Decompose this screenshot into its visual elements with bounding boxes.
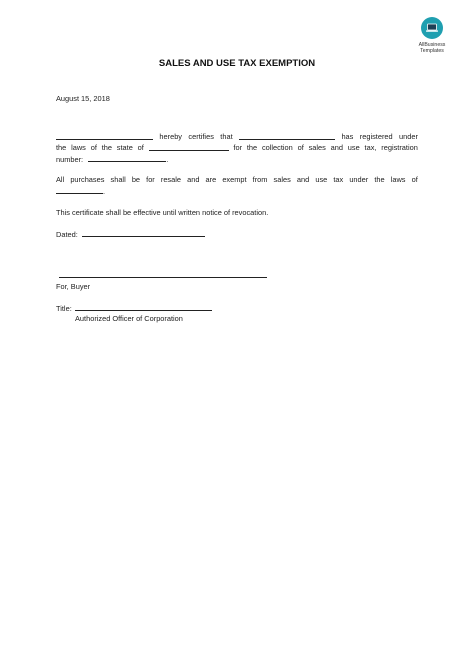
logo bbox=[412, 17, 452, 54]
para2-word: shall bbox=[110, 175, 126, 184]
para2-word: be bbox=[131, 175, 141, 184]
for-buyer-label: For, Buyer bbox=[56, 282, 91, 291]
title-blank[interactable] bbox=[75, 302, 212, 311]
revocation-notice: This certificate shall be effective until written notice of revocation. bbox=[56, 208, 269, 217]
document-date: August 15, 2018 bbox=[56, 94, 110, 103]
para1-word: collection bbox=[261, 143, 293, 152]
officer-label: Authorized Officer of Corporation bbox=[75, 314, 183, 323]
para1-word: sales bbox=[308, 143, 326, 152]
para1-word: laws bbox=[71, 143, 86, 152]
para1-word: of bbox=[90, 143, 97, 152]
para2-word: use bbox=[315, 175, 328, 184]
para1-word: hereby bbox=[159, 132, 183, 141]
para2-line2 bbox=[56, 185, 105, 197]
para1-word: of bbox=[297, 143, 304, 152]
registration-number-blank[interactable] bbox=[88, 153, 169, 164]
para1-word: state bbox=[116, 143, 133, 152]
para1-word: for bbox=[233, 143, 243, 152]
logo-text-line2: Templates bbox=[420, 48, 444, 54]
para2-word: exempt bbox=[222, 175, 247, 184]
para2-word: from bbox=[252, 175, 268, 184]
logo-text-line1: AllBusiness bbox=[418, 42, 446, 48]
state-blank[interactable] bbox=[149, 142, 229, 151]
para1-word: of bbox=[137, 143, 144, 152]
para1-line3 bbox=[56, 153, 168, 165]
para1-word: use bbox=[347, 143, 360, 152]
para1-word: certifies bbox=[188, 132, 214, 141]
title-label: Title: bbox=[56, 304, 72, 313]
para2-word: sales bbox=[273, 175, 291, 184]
para2-line1 bbox=[56, 174, 418, 185]
dated-line bbox=[56, 228, 205, 240]
period: . bbox=[103, 187, 106, 196]
period: . bbox=[166, 155, 169, 164]
para2-word: for bbox=[146, 175, 155, 184]
number-label: number: bbox=[56, 155, 84, 164]
logo-text bbox=[412, 42, 452, 54]
document-title: SALES AND USE TAX EXEMPTION bbox=[158, 58, 316, 69]
para2-word: resale bbox=[160, 175, 181, 184]
para2-word: laws bbox=[390, 175, 406, 184]
para2-word: purchases bbox=[70, 175, 105, 184]
para1-word: the bbox=[101, 143, 112, 152]
para1-word: registration bbox=[381, 143, 418, 152]
buyer-signature-line[interactable] bbox=[59, 277, 267, 278]
para2-word: and bbox=[187, 175, 200, 184]
para1-line2 bbox=[56, 142, 418, 153]
para1-word: the bbox=[246, 143, 258, 152]
para1-word: tax, bbox=[364, 143, 377, 152]
para1-word: that bbox=[220, 132, 233, 141]
para2-word: are bbox=[205, 175, 217, 184]
para1-word: under bbox=[399, 132, 418, 141]
para2-word: of bbox=[411, 175, 418, 184]
dated-blank[interactable] bbox=[82, 228, 205, 237]
para1-word: has bbox=[341, 132, 354, 141]
para1-word: registered bbox=[359, 132, 393, 141]
para1-word: and bbox=[330, 143, 343, 152]
para2-word: tax bbox=[333, 175, 344, 184]
laptop-icon bbox=[421, 17, 443, 39]
para2-word: All bbox=[56, 175, 65, 184]
name-blank[interactable] bbox=[56, 131, 153, 140]
registrant-blank[interactable] bbox=[239, 131, 335, 140]
para1-word: the bbox=[56, 143, 67, 152]
laws-state-blank[interactable] bbox=[56, 185, 106, 196]
dated-label: Dated: bbox=[56, 230, 78, 239]
para2-word: and bbox=[296, 175, 310, 184]
para2-word: under bbox=[349, 175, 369, 184]
para1-line1 bbox=[56, 131, 418, 142]
para2-word: the bbox=[374, 175, 385, 184]
